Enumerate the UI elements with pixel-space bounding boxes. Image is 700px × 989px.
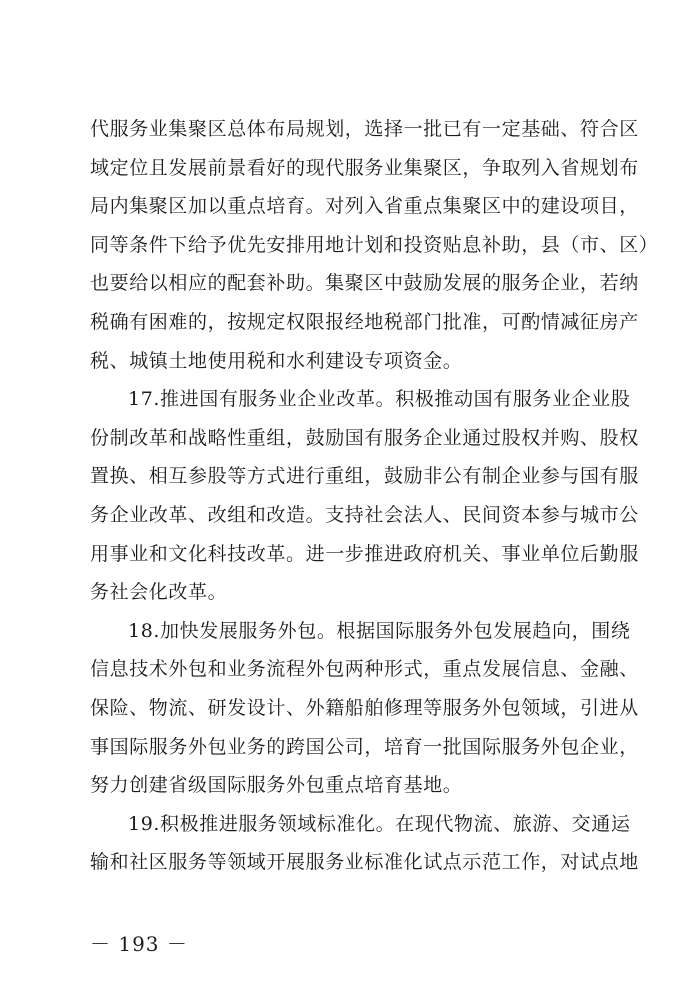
- text-line: 事国际服务外包业务的跨国公司，培育一批国际服务外包企业，: [90, 735, 639, 758]
- body-text: [90, 110, 659, 882]
- text-line: 务社会化改革。: [90, 581, 228, 604]
- text-line: 输和社区服务等领域开展服务业标准化试点示范工作，对试点地: [90, 851, 639, 874]
- text-line: 用事业和文化科技改革。进一步推进政府机关、事业单位后勤服: [90, 542, 639, 565]
- text-line: 置换、相互参股等方式进行重组，鼓励非公有制企业参与国有服: [90, 465, 639, 488]
- text-line: 也要给以相应的配套补助。集聚区中鼓励发展的服务企业，若纳: [90, 272, 639, 295]
- text-line: 保险、物流、研发设计、外籍船舶修理等服务外包领域，引进从: [90, 696, 639, 719]
- paragraph-17-heading-line: 17.推进国有服务业企业改革。积极推动国有服务业企业股: [128, 388, 631, 411]
- text-line: 务企业改革、改组和改造。支持社会法人、民间资本参与城市公: [90, 503, 639, 526]
- text-line: 局内集聚区加以重点培育。对列入省重点集聚区中的建设项目，: [90, 195, 639, 218]
- text-line: 同等条件下给予优先安排用地计划和投资贴息补助，县（市、区）: [90, 233, 659, 256]
- text-line: 税确有困难的，按规定权限报经地税部门批准，可酌情减征房产: [90, 310, 639, 333]
- text-line: 努力创建省级国际服务外包重点培育基地。: [90, 774, 463, 797]
- text-line: 份制改革和战略性重组，鼓励国有服务企业通过股权并购、股权: [90, 426, 639, 449]
- text-line: 信息技术外包和业务流程外包两种形式，重点发展信息、金融、: [90, 658, 639, 681]
- page-number: － 193 －: [90, 932, 188, 956]
- paragraph-18-heading-line: 18.加快发展服务外包。根据国际服务外包发展趋向，围绕: [128, 619, 631, 642]
- text-line: 代服务业集聚区总体布局规划，选择一批已有一定基础、符合区: [90, 118, 639, 140]
- text-line: 域定位且发展前景看好的现代服务业集聚区，争取列入省规划布: [90, 156, 639, 179]
- text-line: 税、城镇土地使用税和水利建设专项资金。: [90, 349, 463, 372]
- paragraph-19-heading-line: 19.积极推进服务领域标准化。在现代物流、旅游、交通运: [128, 812, 631, 835]
